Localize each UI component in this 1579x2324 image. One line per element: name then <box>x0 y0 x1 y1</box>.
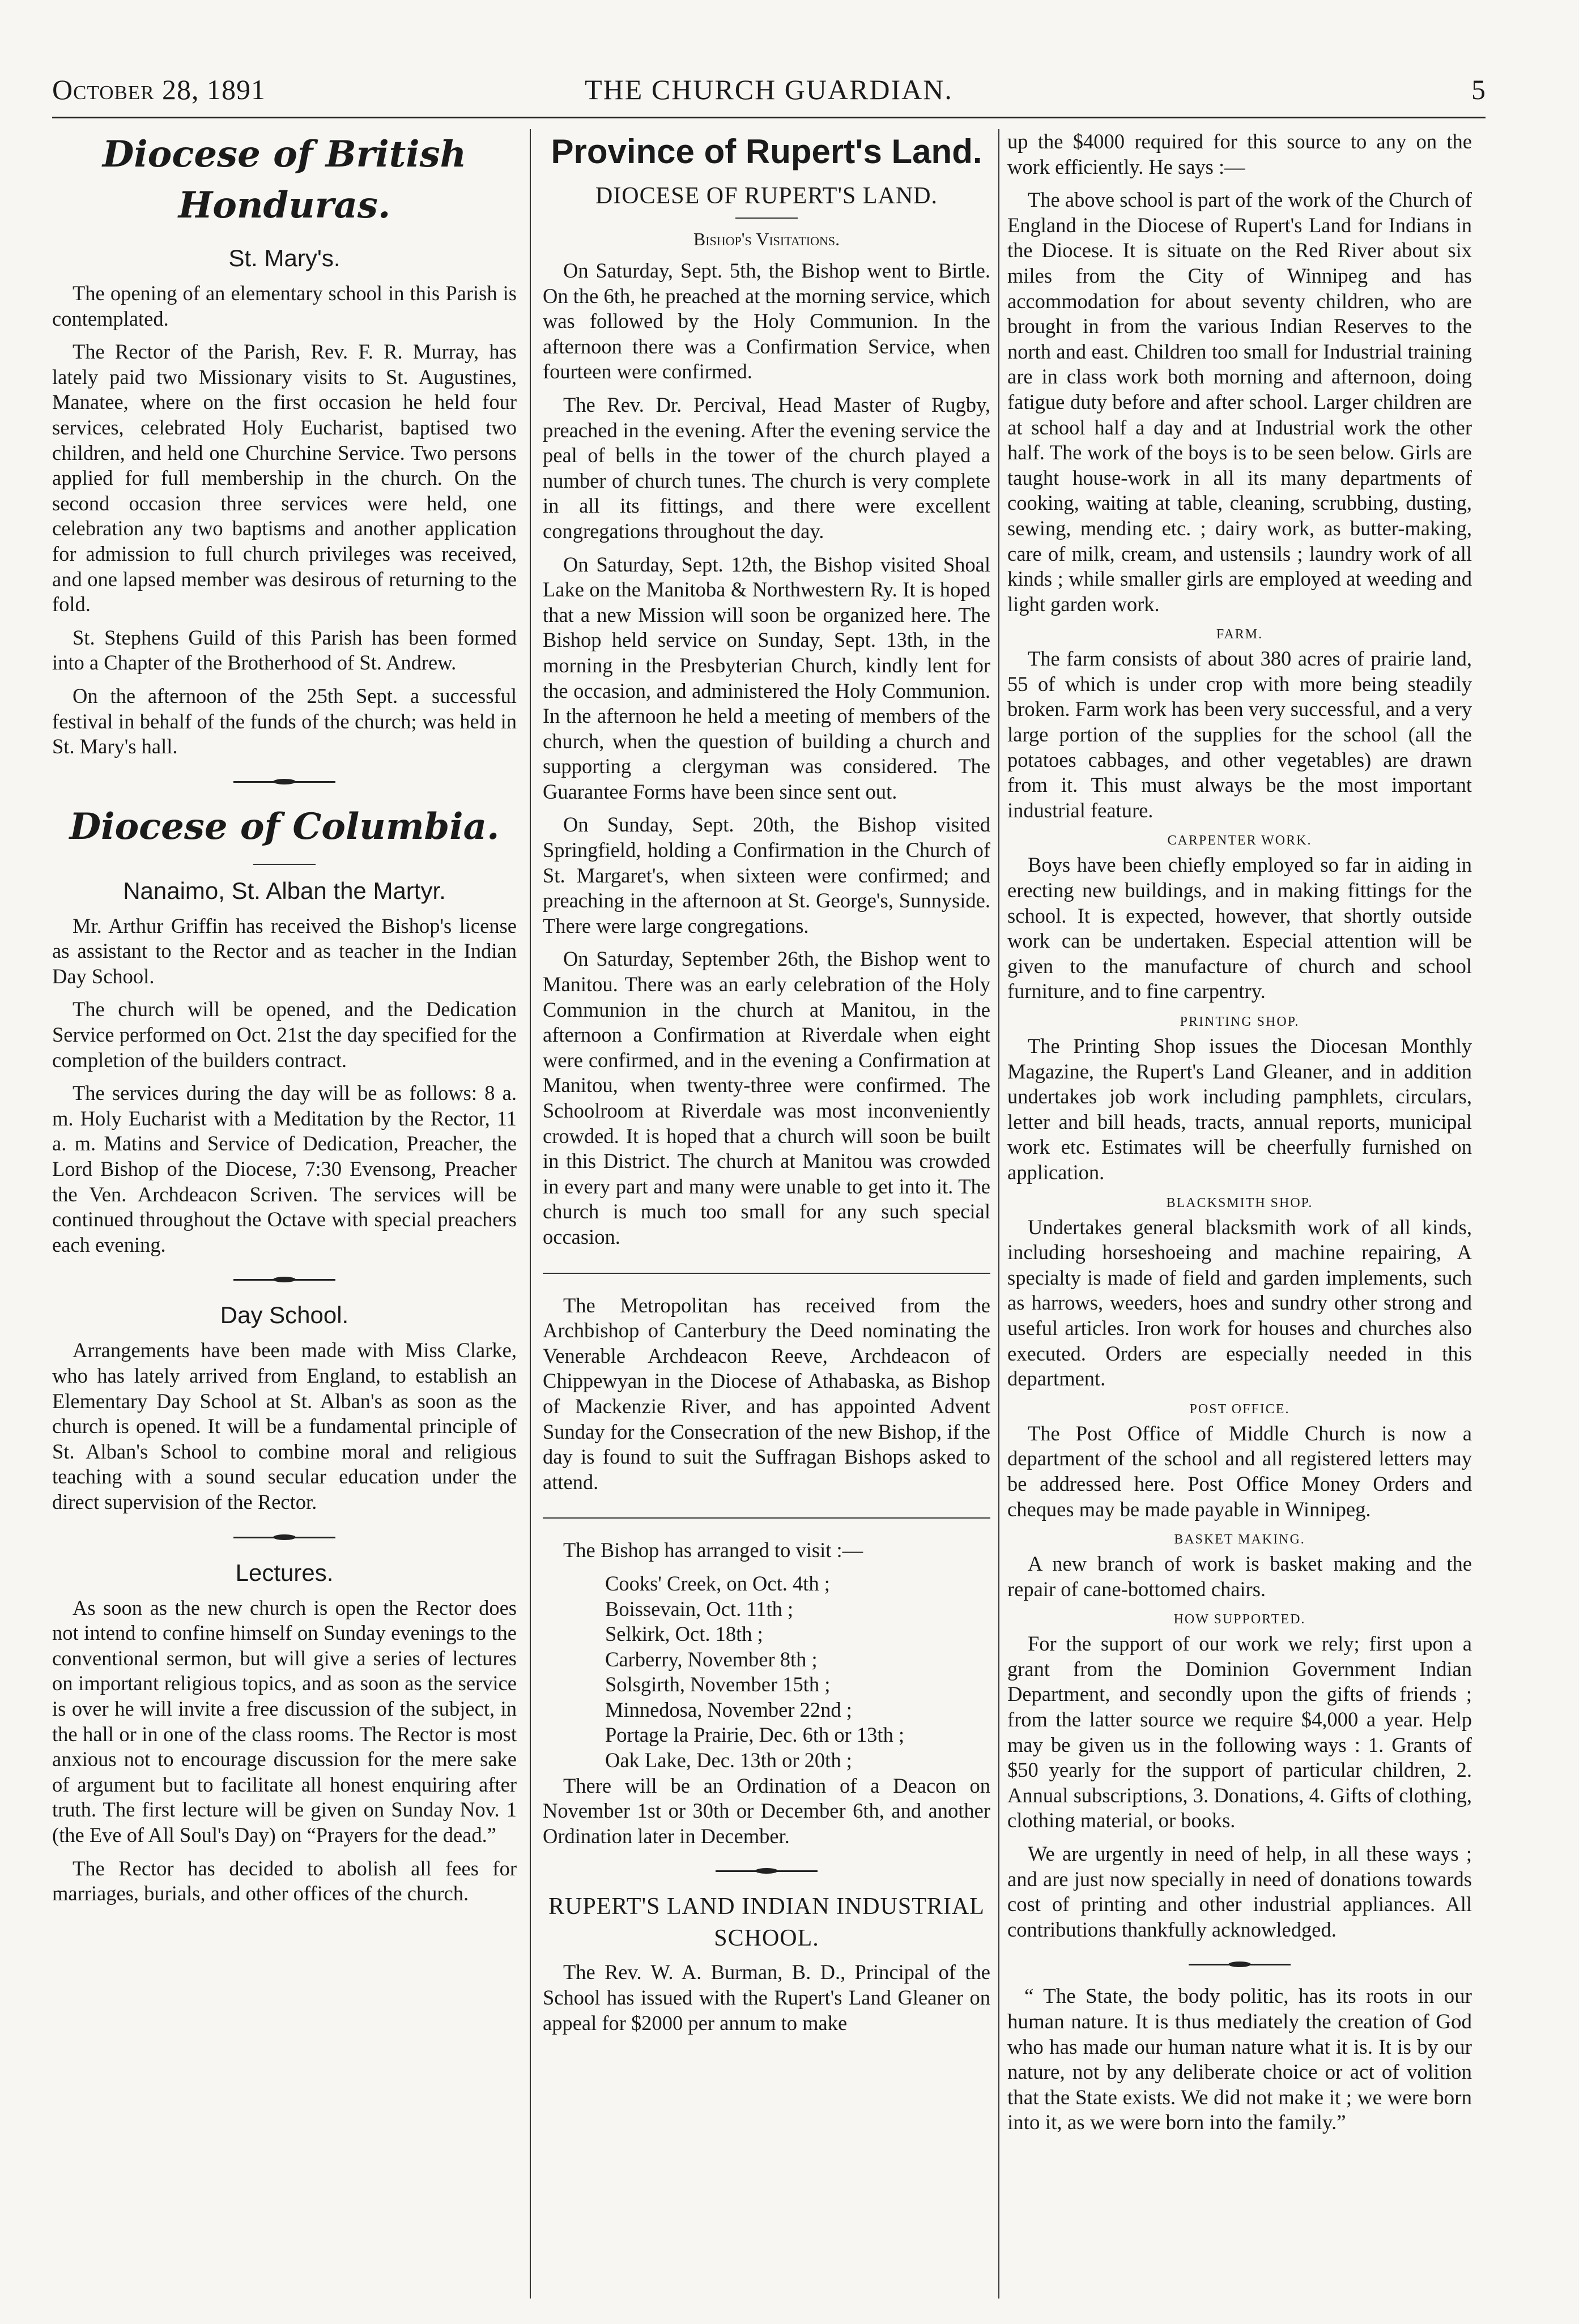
divider <box>543 1517 990 1519</box>
column-divider <box>998 129 999 2299</box>
paragraph: Boys have been chiefly employed so far in aiding in erecting new buildings, and in making fittings for the school. It is expected, however, that shortly outside work can be undertaken. Especial attention will be given to the manufacture of church and school furniture, and to fine carpentry. <box>1007 853 1472 1003</box>
paragraph: On Saturday, Sept. 5th, the Bishop went to Birtle. On the 6th, he preached at the morning service, which was followed by the Holy Communion. In the afternoon there was a Confirmation Service, when fourteen were confirmed. <box>543 259 990 383</box>
paragraph: There will be an Ordination of a Deacon on November 1st or 30th or December 6th, and another Ordination later in December. <box>543 1773 990 1848</box>
paragraph: Arrangements have been made with Miss Clarke, who has lately arrived from England, to establish an Elementary Day School at St. Alban's as soon as the church is opened. It will be a fundamental principle of St. Alban's School to combine moral and religious teaching with a sound secular education under the direct supervision of the Rector. <box>52 1338 517 1513</box>
paragraph: On Saturday, September 26th, the Bishop went to Manitou. There was an early celebration of the Holy Communion in the church at Manitou, in the afternoon a Confirmation at Riverdale when eight were confirmed, and in the evening a Confirmation at Manitou, when twenty-three were confirmed. The Schoolroom at Riverdale was most inconveniently crowded. It is hoped that a church will soon be built in this District. The church at Manitou was crowded in every part and many were unable to get into it. The church is much too small for any such special occasion. <box>543 947 990 1248</box>
masthead <box>52 67 1486 112</box>
section-heading: Diocese of Columbia. <box>69 805 500 848</box>
column-divider <box>530 129 531 2299</box>
paragraph: On Saturday, Sept. 12th, the Bishop visited Shoal Lake on the Manitoba & Northwestern Ry. It is hoped that a new Mission will soon be organized here. The Bishop held service on Sunday, Sept. 13th, in the morning in the Presbyterian Church, kindly lent for the occasion, and administered the Holy Communion. In the afternoon he held a meeting of members of the church, when the question of building a church and supporting a clergyman was considered. The Guarantee Forms have been since sent out. <box>543 552 990 803</box>
paragraph: On Sunday, Sept. 20th, the Bishop visited Springfield, holding a Confirmation in the Church of St. Margaret's, when sixteen were confirmed; and preaching in the afternoon at St. George's, Sunnyside. There were large congregations. <box>543 813 990 937</box>
paragraph: The farm consists of about 380 acres of prairie land, 55 of which is under crop with more being steadily broken. Farm work has been very successful, and a very large portion of the supplies for the school (all the potatoes cabbages, and other vegetables) are drawn from it. This must always be the most important industrial feature. <box>1007 647 1472 822</box>
paragraph: The Bishop has arranged to visit :— <box>563 1538 863 1562</box>
paragraph: The Rev. W. A. Burman, B. D., Principal of the School has issued with the Rupert's Land Gleaner on appeal for $2000 per annum to make <box>543 1960 990 2035</box>
itinerary-item: Carberry, November 8th ; <box>605 1647 818 1671</box>
paragraph: The Post Office of Middle Church is now a department of the school and all registered letters may be addressed here. Post Office Money Orders and cheques may be made payable in Winnipeg. <box>1007 1421 1472 1521</box>
ornament-rule <box>233 1277 335 1282</box>
subheading: Nanaimo, St. Alban the Martyr. <box>123 877 446 904</box>
paragraph: For the support of our work we rely; first upon a grant from the Dominion Government Indian Department, and secondly upon the gifts of friends ; from the latter source we require $4,000 a year. Help may be given us in the following ways : 1. Grants of $50 yearly for the support of particular children, 2. Annual subscriptions, 3. Donations, 4. Gifts of clothing, clothing material, or books. <box>1007 1632 1472 1832</box>
paragraph: A new branch of work is basket making and the repair of cane-bottomed chairs. <box>1007 1552 1472 1601</box>
subheading: CARPENTER WORK. <box>1167 833 1312 848</box>
itinerary-item: Oak Lake, Dec. 13th or 20th ; <box>605 1749 852 1772</box>
section-heading: Province of Rupert's Land. <box>551 133 982 170</box>
ornament-rule <box>233 779 335 784</box>
itinerary-item: Selkirk, Oct. 18th ; <box>605 1622 763 1646</box>
divider <box>735 218 798 219</box>
paper-title: THE CHURCH GUARDIAN. <box>585 74 953 105</box>
subheading: HOW SUPPORTED. <box>1173 1612 1306 1627</box>
issue-date: October 28, 1891 <box>52 74 266 105</box>
paragraph: On the afternoon of the 25th Sept. a successful festival in behalf of the funds of the church; was held in St. Mary's hall. <box>52 684 517 758</box>
paragraph: We are urgently in need of help, in all these ways ; and are just now specially in need of donations towards cost of printing and other industrial appliances. All contributions thankfully acknowledged. <box>1007 1842 1472 1941</box>
paragraph: up the $4000 required for this source to any on the work efficiently. He says :— <box>1007 130 1472 178</box>
quotation: “ The State, the body politic, has its roots in our human nature. It is thus mediately the creation of God who has made our human nature what it is. It is by our nature, not by any deliberate choice or act of volition that the State exists. We did not make it ; we were born into it, as we were born into the family.” <box>1007 1985 1472 2135</box>
page-number: 5 <box>1471 74 1486 105</box>
paragraph: The Metropolitan has received from the Archbishop of Canterbury the Deed nominating the Venerable Archdeacon Reeve, Archdeacon of Chippewyan in the Diocese of Athabaska, as Bishop of Mackenzie River, and has appointed Advent Sunday for the Consecration of the new Bishop, if the day is found to suit the Suffragan Bishops asked to attend. <box>543 1293 990 1494</box>
itinerary-item: Cooks' Creek, on Oct. 4th ; <box>605 1571 830 1595</box>
subheading: POST OFFICE. <box>1189 1401 1290 1417</box>
paragraph: Undertakes general blacksmith work of all kinds, including horseshoeing and machine repairing, A specialty is made of field and garden implements, such as harrows, weeders, hoes and sundry other strong and useful articles. Iron work for houses and churches also executed. Orders are especially needed in this department. <box>1007 1215 1472 1391</box>
paragraph: St. Stephens Guild of this Parish has been formed into a Chapter of the Brotherhood of St. Andrew. <box>52 625 517 675</box>
column-3 <box>1007 129 1472 2299</box>
subheading: DIOCESE OF RUPERT'S LAND. <box>595 183 938 209</box>
subheading: FARM. <box>1216 627 1263 642</box>
subheading: BLACKSMITH SHOP. <box>1166 1195 1313 1210</box>
column-2 <box>543 129 990 2299</box>
divider <box>543 1273 990 1274</box>
itinerary-list <box>605 1571 990 1773</box>
paragraph: The Rev. Dr. Percival, Head Master of Rugby, preached in the evening. After the evening service the peal of bells in the tower of the church played a number of church tunes. The church is very complete in all its fittings, and there were excellent congregations throughout the day. <box>543 393 990 543</box>
paragraph: The above school is part of the work of the Church of England in the Diocese of Rupert's Land for Indians in the Diocese. It is situate on the Red River about six miles from the City of Winnipeg and has accommodation for about seventy children, who are brought in from the various Indian Reserves to the north and east. Children too small for Industrial training are in class work both morning and afternoon, doing fatigue duty before and after school. Larger children are at school half a day and at Industrial work the other half. The work of the boys is to be seen below. Girls are taught house-work in all its many departments of cooking, waiting at table, cleaning, scrubbing, dusting, sewing, mending etc. ; dairy work, as butter-making, care of milk, cream, and ustensils ; laundry work of all kinds ; while smaller girls are employed at weeding and light garden work. <box>1007 188 1472 616</box>
subheading: PRINTING SHOP. <box>1180 1014 1300 1029</box>
subheading: Day School. <box>220 1302 349 1329</box>
subheading: Lectures. <box>235 1559 334 1586</box>
itinerary-item: Solsgirth, November 15th ; <box>605 1673 831 1696</box>
paragraph: The opening of an elementary school in this Parish is contemplated. <box>52 282 517 330</box>
paragraph: The Rector of the Parish, Rev. F. R. Murray, has lately paid two Missionary visits to St. Augustines, Manatee, where on the first occasion he held four services, celebrated Holy Eucharist, baptised two children, and held one Churchine Service. Two persons applied for full membership in the church. On the second occasion three services were held, one celebration any two baptisms and another application for admission to full church privileges was received, and one lapsed member was desirous of returning to the fold. <box>52 340 517 616</box>
column-1 <box>52 129 517 2299</box>
section-heading: Diocese of British Honduras. <box>102 133 467 227</box>
subheading: BASKET MAKING. <box>1174 1532 1305 1547</box>
paragraph: The Rector has decided to abolish all fees for marriages, burials, and other offices of the church. <box>52 1856 517 1905</box>
subheading: RUPERT'S LAND INDIAN INDUSTRIAL SCHOOL. <box>548 1894 985 1952</box>
masthead-rule <box>52 117 1486 118</box>
subheading: St. Mary's. <box>228 245 341 271</box>
ornament-rule <box>716 1868 818 1874</box>
paragraph: The church will be opened, and the Dedication Service performed on Oct. 21st the day specified for the completion of the builders contract. <box>52 997 517 1072</box>
itinerary-item: Boissevain, Oct. 11th ; <box>605 1597 794 1621</box>
paragraph: As soon as the new church is open the Rector does not intend to confine himself on Sunday evenings to the conventional sermon, but will give a series of lectures on important religious topics, and as soon as the service is over he will invite a free discussion of the subject, in the hall or in one of the class rooms. The Rector is most anxious not to encourage discussion for the mere sake of argument but to facilitate all honest enquiring after truth. The first lecture will be given on Sunday Nov. 1 (the Eve of All Soul's Day) on “Prayers for the dead.” <box>52 1596 517 1847</box>
subheading: Bishop's Visitations. <box>693 229 840 249</box>
paragraph: The services during the day will be as follows: 8 a. m. Holy Eucharist with a Meditation by the Rector, 11 a. m. Matins and Service of Dedication, Preacher, the Lord Bishop of the Diocese, 7:30 Evensong, Preacher the Ven. Archdeacon Scriven. The services will be continued throughout the Octave with special preachers each evening. <box>52 1081 517 1256</box>
divider <box>253 864 316 865</box>
ornament-rule <box>1189 1961 1291 1967</box>
itinerary-item: Minnedosa, November 22nd ; <box>605 1698 852 1721</box>
paragraph: The Printing Shop issues the Diocesan Monthly Magazine, the Rupert's Land Gleaner, and in addition undertakes job work including pamphlets, circulars, letter and bill heads, tracts, annual reports, municipal work etc. Estimates will be cheerfully furnished on application. <box>1007 1034 1472 1184</box>
paragraph: Mr. Arthur Griffin has received the Bishop's license as assistant to the Rector and as teacher in the Indian Day School. <box>52 914 517 988</box>
ornament-rule <box>233 1534 335 1540</box>
itinerary-item: Portage la Prairie, Dec. 6th or 13th ; <box>605 1723 905 1747</box>
